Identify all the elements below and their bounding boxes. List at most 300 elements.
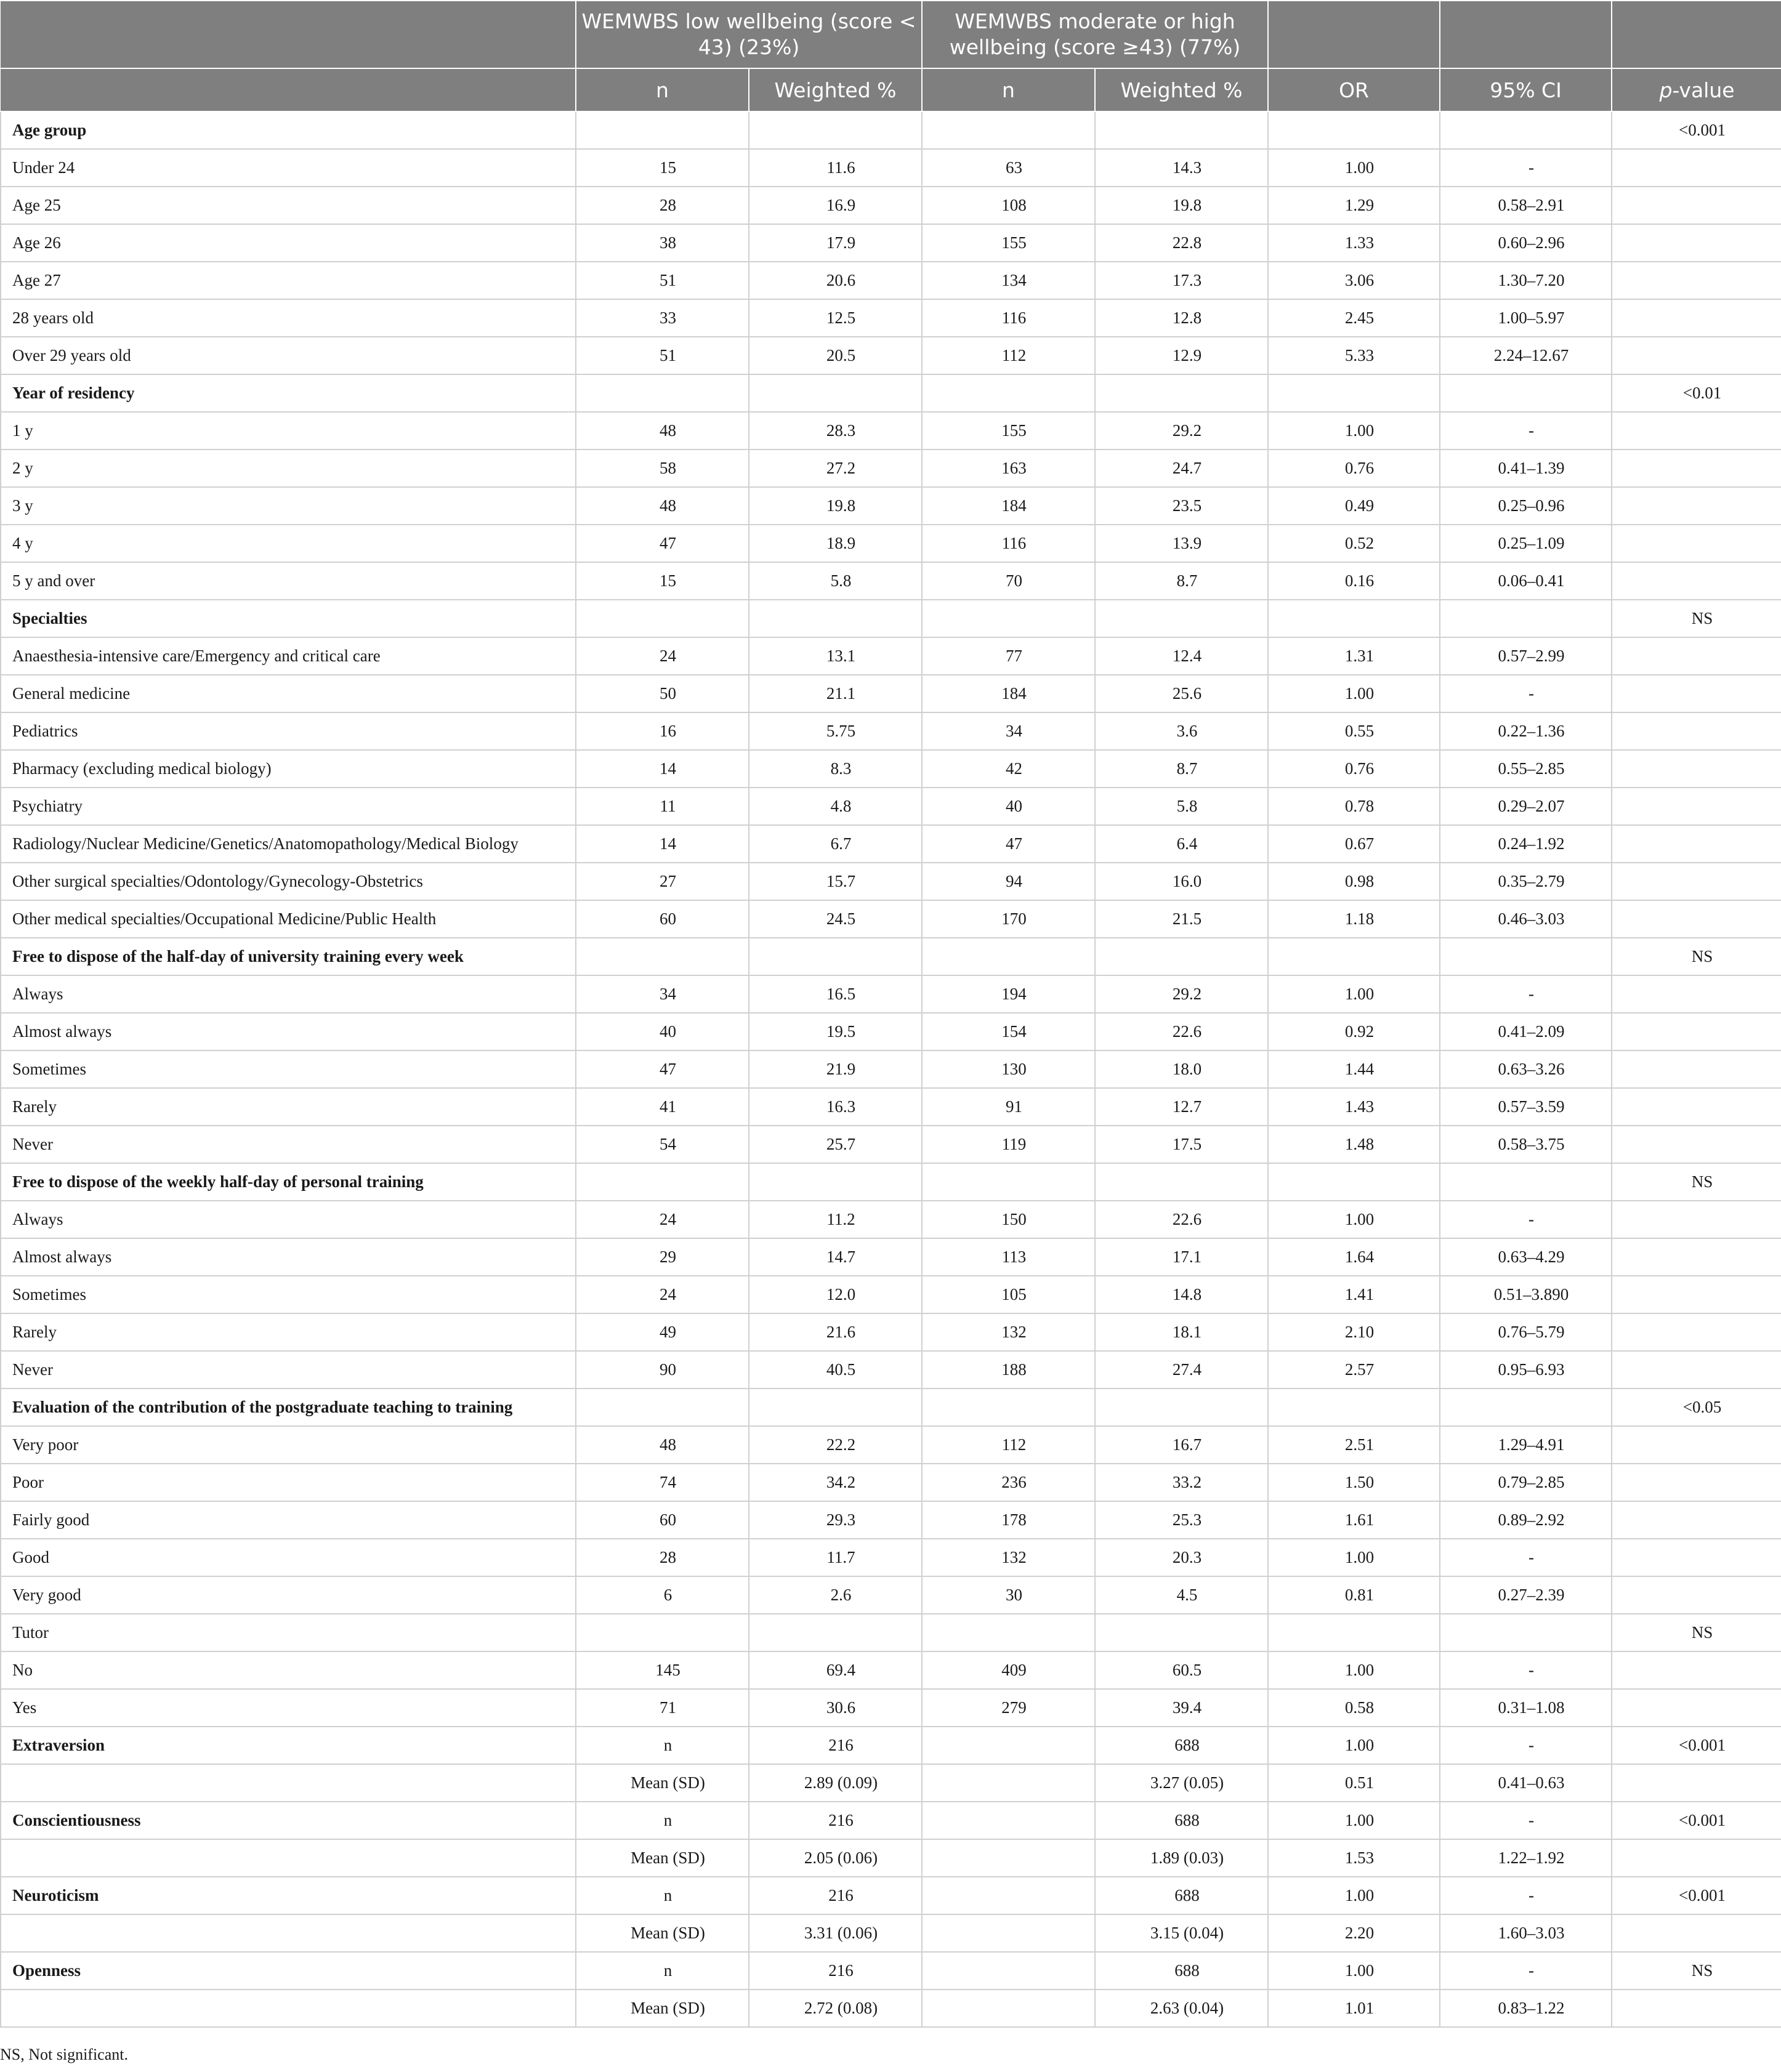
table-row	[1, 1351, 1781, 1389]
or-cell: 0.98	[1268, 863, 1440, 900]
n-high-cell: 688	[1095, 1877, 1268, 1914]
weighted-high-cell: 17.1	[1095, 1238, 1268, 1276]
n-high-cell: 94	[922, 863, 1095, 900]
empty-cell	[922, 1163, 1095, 1201]
n-high-cell: 134	[922, 262, 1095, 299]
or-cell: 1.18	[1268, 900, 1440, 938]
empty-cell	[922, 374, 1095, 412]
weighted-low-cell: 25.7	[749, 1126, 922, 1163]
n-high-cell: 112	[922, 1426, 1095, 1464]
ci-cell: 0.31–1.08	[1440, 1689, 1612, 1727]
weighted-high-cell: 6.4	[1095, 825, 1268, 863]
weighted-high-cell: 5.8	[1095, 788, 1268, 825]
row-label: No	[1, 1651, 576, 1689]
n-high-cell: 112	[922, 337, 1095, 374]
p-value-cell	[1612, 1426, 1781, 1464]
weighted-high-cell: 12.7	[1095, 1088, 1268, 1126]
ci-cell: 0.57–3.59	[1440, 1088, 1612, 1126]
mean-low-cell: 2.89 (0.09)	[749, 1764, 922, 1802]
or-cell: 1.00	[1268, 1952, 1440, 1989]
weighted-high-cell: 22.6	[1095, 1201, 1268, 1238]
ci-cell: -	[1440, 412, 1612, 449]
weighted-high-cell: 60.5	[1095, 1651, 1268, 1689]
weighted-high-cell: 24.7	[1095, 449, 1268, 487]
n-high-cell: 108	[922, 187, 1095, 224]
weighted-low-cell: 30.6	[749, 1689, 922, 1727]
table-row	[1, 487, 1781, 525]
group-header-row	[1, 374, 1781, 412]
table-row	[1, 750, 1781, 788]
row-label: Sometimes	[1, 1276, 576, 1313]
or-cell: 0.92	[1268, 1013, 1440, 1050]
n-high-cell: 170	[922, 900, 1095, 938]
empty-cell	[1268, 1614, 1440, 1651]
mean-high-cell: 3.27 (0.05)	[1095, 1764, 1268, 1802]
p-value-cell	[1612, 1050, 1781, 1088]
weighted-high-cell: 29.2	[1095, 975, 1268, 1013]
n-low-cell: 216	[749, 1952, 922, 1989]
n-low-cell: 33	[576, 299, 749, 337]
header-blank-ci	[1440, 1, 1612, 68]
n-low-cell: 14	[576, 825, 749, 863]
n-low-cell: 6	[576, 1576, 749, 1614]
header-row-columns	[1, 68, 1781, 111]
or-cell: 0.55	[1268, 712, 1440, 750]
ci-cell: -	[1440, 1651, 1612, 1689]
or-cell: 1.44	[1268, 1050, 1440, 1088]
header-weighted-low: Weighted %	[749, 68, 922, 111]
p-value-cell	[1612, 1689, 1781, 1727]
ci-cell: -	[1440, 1952, 1612, 1989]
empty-cell	[749, 374, 922, 412]
p-value-cell	[1612, 712, 1781, 750]
n-low-cell: 11	[576, 788, 749, 825]
ci-cell: 0.83–1.22	[1440, 1989, 1612, 2027]
n-low-cell: 40	[576, 1013, 749, 1050]
n-high-cell: 688	[1095, 1952, 1268, 1989]
empty-cell	[1440, 374, 1612, 412]
table-row	[1, 1576, 1781, 1614]
or-cell: 0.51	[1268, 1764, 1440, 1802]
weighted-low-cell: 12.0	[749, 1276, 922, 1313]
empty-cell	[749, 111, 922, 149]
table-row	[1, 637, 1781, 675]
row-label: Sometimes	[1, 1050, 576, 1088]
weighted-low-cell: 5.8	[749, 562, 922, 600]
group-header-row	[1, 600, 1781, 637]
row-label: Very poor	[1, 1426, 576, 1464]
weighted-high-cell: 14.3	[1095, 149, 1268, 187]
weighted-low-cell: 11.7	[749, 1539, 922, 1576]
p-value-cell	[1612, 1764, 1781, 1802]
empty-cell	[1095, 600, 1268, 637]
empty-cell	[749, 1614, 922, 1651]
mean-high-cell: 1.89 (0.03)	[1095, 1839, 1268, 1877]
row-label: Neuroticism	[1, 1877, 576, 1914]
empty-cell	[1268, 111, 1440, 149]
weighted-high-cell: 25.3	[1095, 1501, 1268, 1539]
n-low-cell: 24	[576, 637, 749, 675]
ci-cell: 0.58–2.91	[1440, 187, 1612, 224]
empty-cell	[1095, 1389, 1268, 1426]
n-high-cell: 688	[1095, 1727, 1268, 1764]
table-container	[0, 1, 1781, 2028]
table-row	[1, 187, 1781, 224]
header-blank-or	[1268, 1, 1440, 68]
row-label: Evaluation of the contribution of the postgraduate teaching to training	[1, 1389, 576, 1426]
weighted-low-cell: 4.8	[749, 788, 922, 825]
table-row	[1, 1126, 1781, 1163]
weighted-low-cell: 21.1	[749, 675, 922, 712]
or-cell: 0.16	[1268, 562, 1440, 600]
empty-cell	[1095, 111, 1268, 149]
row-label: 1 y	[1, 412, 576, 449]
or-cell: 0.76	[1268, 750, 1440, 788]
weighted-low-cell: 17.9	[749, 224, 922, 262]
p-value-cell	[1612, 975, 1781, 1013]
weighted-low-cell: 20.5	[749, 337, 922, 374]
stat-label-cell: n	[576, 1727, 749, 1764]
weighted-low-cell: 34.2	[749, 1464, 922, 1501]
n-high-cell: 184	[922, 675, 1095, 712]
n-low-cell: 41	[576, 1088, 749, 1126]
row-label: Good	[1, 1539, 576, 1576]
or-cell: 0.52	[1268, 525, 1440, 562]
row-label: Age 26	[1, 224, 576, 262]
n-low-cell: 47	[576, 525, 749, 562]
p-value-cell	[1612, 224, 1781, 262]
p-value-cell	[1612, 900, 1781, 938]
table-row	[1, 788, 1781, 825]
ci-cell: 0.79–2.85	[1440, 1464, 1612, 1501]
trait-n-row	[1, 1802, 1781, 1839]
table-row	[1, 562, 1781, 600]
n-high-cell: 34	[922, 712, 1095, 750]
header-p-italic: p	[1659, 78, 1673, 102]
ci-cell: 0.29–2.07	[1440, 788, 1612, 825]
or-cell: 1.00	[1268, 1877, 1440, 1914]
weighted-high-cell: 18.0	[1095, 1050, 1268, 1088]
empty-cell	[1095, 374, 1268, 412]
n-high-cell: 155	[922, 412, 1095, 449]
weighted-low-cell: 16.9	[749, 187, 922, 224]
weighted-low-cell: 24.5	[749, 900, 922, 938]
weighted-low-cell: 28.3	[749, 412, 922, 449]
p-value-cell: <0.001	[1612, 1802, 1781, 1839]
header-blank	[1, 1, 576, 68]
row-label: 2 y	[1, 449, 576, 487]
empty-cell	[1268, 600, 1440, 637]
group-header-row	[1, 1163, 1781, 1201]
table-footnote: NS, Not significant.	[0, 2046, 128, 2063]
p-value-cell	[1612, 337, 1781, 374]
weighted-low-cell: 22.2	[749, 1426, 922, 1464]
n-high-cell: 47	[922, 825, 1095, 863]
empty-cell	[1440, 1163, 1612, 1201]
weighted-high-cell: 17.3	[1095, 262, 1268, 299]
row-label: Never	[1, 1351, 576, 1389]
weighted-high-cell: 17.5	[1095, 1126, 1268, 1163]
weighted-low-cell: 8.3	[749, 750, 922, 788]
empty-cell	[576, 600, 749, 637]
header-n-high: n	[922, 68, 1095, 111]
n-low-cell: 71	[576, 1689, 749, 1727]
or-cell: 0.49	[1268, 487, 1440, 525]
n-low-cell: 49	[576, 1313, 749, 1351]
ci-cell: 0.57–2.99	[1440, 637, 1612, 675]
empty-cell	[922, 1839, 1095, 1877]
empty-cell	[922, 1802, 1095, 1839]
weighted-low-cell: 20.6	[749, 262, 922, 299]
p-value-cell	[1612, 449, 1781, 487]
weighted-high-cell: 13.9	[1095, 525, 1268, 562]
row-label: Very good	[1, 1576, 576, 1614]
n-high-cell: 105	[922, 1276, 1095, 1313]
row-label	[1, 1839, 576, 1877]
table-row	[1, 1238, 1781, 1276]
p-value-cell	[1612, 1576, 1781, 1614]
row-label: Other medical specialties/Occupational Medicine/Public Health	[1, 900, 576, 938]
n-high-cell: 77	[922, 637, 1095, 675]
weighted-low-cell: 12.5	[749, 299, 922, 337]
table-row	[1, 525, 1781, 562]
trait-n-row	[1, 1877, 1781, 1914]
or-cell: 1.00	[1268, 412, 1440, 449]
or-cell: 1.29	[1268, 187, 1440, 224]
n-low-cell: 38	[576, 224, 749, 262]
mean-high-cell: 3.15 (0.04)	[1095, 1914, 1268, 1952]
weighted-low-cell: 27.2	[749, 449, 922, 487]
or-cell: 1.00	[1268, 1201, 1440, 1238]
empty-cell	[1440, 1389, 1612, 1426]
n-low-cell: 216	[749, 1727, 922, 1764]
weighted-high-cell: 8.7	[1095, 750, 1268, 788]
n-high-cell: 154	[922, 1013, 1095, 1050]
n-low-cell: 50	[576, 675, 749, 712]
row-label	[1, 1989, 576, 2027]
ci-cell: -	[1440, 1727, 1612, 1764]
weighted-high-cell: 4.5	[1095, 1576, 1268, 1614]
empty-cell	[576, 938, 749, 975]
or-cell: 2.57	[1268, 1351, 1440, 1389]
ci-cell: 0.51–3.890	[1440, 1276, 1612, 1313]
n-high-cell: 91	[922, 1088, 1095, 1126]
p-value-cell	[1612, 1501, 1781, 1539]
p-value-cell	[1612, 412, 1781, 449]
n-low-cell: 60	[576, 1501, 749, 1539]
table-row	[1, 1276, 1781, 1313]
header-p-rest: -value	[1672, 78, 1735, 102]
empty-cell	[1440, 600, 1612, 637]
ci-cell: -	[1440, 1802, 1612, 1839]
weighted-low-cell: 5.75	[749, 712, 922, 750]
p-value-cell	[1612, 1839, 1781, 1877]
weighted-low-cell: 6.7	[749, 825, 922, 863]
table-header	[1, 1, 1781, 111]
table-row	[1, 1539, 1781, 1576]
row-label: Always	[1, 1201, 576, 1238]
n-low-cell: 24	[576, 1276, 749, 1313]
ci-cell: 0.22–1.36	[1440, 712, 1612, 750]
weighted-high-cell: 8.7	[1095, 562, 1268, 600]
weighted-low-cell: 40.5	[749, 1351, 922, 1389]
header-ci: 95% CI	[1440, 68, 1612, 111]
row-label: Fairly good	[1, 1501, 576, 1539]
row-label: Year of residency	[1, 374, 576, 412]
or-cell: 1.33	[1268, 224, 1440, 262]
p-value-cell	[1612, 1276, 1781, 1313]
or-cell: 1.00	[1268, 1651, 1440, 1689]
weighted-high-cell: 22.8	[1095, 224, 1268, 262]
p-value-cell	[1612, 1651, 1781, 1689]
mean-low-cell: 2.05 (0.06)	[749, 1839, 922, 1877]
row-label: Age group	[1, 111, 576, 149]
n-high-cell: 150	[922, 1201, 1095, 1238]
trait-mean-row	[1, 1839, 1781, 1877]
p-value-cell	[1612, 1313, 1781, 1351]
n-high-cell: 40	[922, 788, 1095, 825]
empty-cell	[922, 1389, 1095, 1426]
row-label: Rarely	[1, 1088, 576, 1126]
p-value-cell	[1612, 1126, 1781, 1163]
p-value-cell	[1612, 825, 1781, 863]
table-row	[1, 1464, 1781, 1501]
results-table	[0, 1, 1781, 2028]
header-low-wellbeing: WEMWBS low wellbeing (score < 43) (23%)	[576, 1, 922, 68]
row-label: Other surgical specialties/Odontology/Gynecology-Obstetrics	[1, 863, 576, 900]
row-label: Anaesthesia-intensive care/Emergency and critical care	[1, 637, 576, 675]
weighted-high-cell: 22.6	[1095, 1013, 1268, 1050]
row-label: Specialties	[1, 600, 576, 637]
weighted-high-cell: 16.0	[1095, 863, 1268, 900]
p-value-cell: <0.01	[1612, 374, 1781, 412]
stat-label-cell: Mean (SD)	[576, 1914, 749, 1952]
ci-cell: 1.60–3.03	[1440, 1914, 1612, 1952]
empty-cell	[1268, 374, 1440, 412]
header-n-low: n	[576, 68, 749, 111]
empty-cell	[1095, 1163, 1268, 1201]
table-row	[1, 224, 1781, 262]
p-value-cell	[1612, 299, 1781, 337]
ci-cell: -	[1440, 1877, 1612, 1914]
p-value-cell	[1612, 1201, 1781, 1238]
table-row	[1, 337, 1781, 374]
header-or: OR	[1268, 68, 1440, 111]
weighted-low-cell: 19.5	[749, 1013, 922, 1050]
empty-cell	[922, 1764, 1095, 1802]
n-low-cell: 48	[576, 412, 749, 449]
or-cell: 1.50	[1268, 1464, 1440, 1501]
stat-label-cell: n	[576, 1877, 749, 1914]
or-cell: 0.58	[1268, 1689, 1440, 1727]
empty-cell	[1268, 938, 1440, 975]
empty-cell	[1440, 1614, 1612, 1651]
empty-cell	[576, 374, 749, 412]
or-cell: 2.51	[1268, 1426, 1440, 1464]
weighted-low-cell: 15.7	[749, 863, 922, 900]
n-high-cell: 132	[922, 1539, 1095, 1576]
row-label: Conscientiousness	[1, 1802, 576, 1839]
ci-cell: 0.24–1.92	[1440, 825, 1612, 863]
table-row	[1, 1651, 1781, 1689]
stat-label-cell: Mean (SD)	[576, 1764, 749, 1802]
weighted-high-cell: 23.5	[1095, 487, 1268, 525]
ci-cell: 0.55–2.85	[1440, 750, 1612, 788]
table-row	[1, 900, 1781, 938]
weighted-high-cell: 25.6	[1095, 675, 1268, 712]
or-cell: 1.31	[1268, 637, 1440, 675]
mean-low-cell: 2.72 (0.08)	[749, 1989, 922, 2027]
p-value-cell	[1612, 149, 1781, 187]
table-row	[1, 149, 1781, 187]
n-high-cell: 113	[922, 1238, 1095, 1276]
n-low-cell: 51	[576, 262, 749, 299]
header-high-wellbeing: WEMWBS moderate or high wellbeing (score ≥43) (77%)	[922, 1, 1268, 68]
trait-n-row	[1, 1727, 1781, 1764]
table-row	[1, 1201, 1781, 1238]
p-value-cell	[1612, 750, 1781, 788]
row-label	[1, 1764, 576, 1802]
ci-cell: 0.25–1.09	[1440, 525, 1612, 562]
empty-cell	[922, 1989, 1095, 2027]
n-high-cell: 155	[922, 224, 1095, 262]
n-high-cell: 30	[922, 1576, 1095, 1614]
header-weighted-high: Weighted %	[1095, 68, 1268, 111]
n-high-cell: 116	[922, 299, 1095, 337]
or-cell: 0.81	[1268, 1576, 1440, 1614]
weighted-low-cell: 21.9	[749, 1050, 922, 1088]
or-cell: 0.78	[1268, 788, 1440, 825]
n-high-cell: 163	[922, 449, 1095, 487]
ci-cell: 0.41–1.39	[1440, 449, 1612, 487]
ci-cell: 1.00–5.97	[1440, 299, 1612, 337]
or-cell: 2.45	[1268, 299, 1440, 337]
ci-cell: -	[1440, 1201, 1612, 1238]
weighted-high-cell: 12.8	[1095, 299, 1268, 337]
row-label: Over 29 years old	[1, 337, 576, 374]
n-high-cell: 279	[922, 1689, 1095, 1727]
ci-cell: 0.60–2.96	[1440, 224, 1612, 262]
ci-cell: 0.63–3.26	[1440, 1050, 1612, 1088]
row-label: Almost always	[1, 1013, 576, 1050]
empty-cell	[1095, 1614, 1268, 1651]
n-low-cell: 15	[576, 562, 749, 600]
ci-cell: 1.29–4.91	[1440, 1426, 1612, 1464]
n-low-cell: 90	[576, 1351, 749, 1389]
p-value-cell	[1612, 187, 1781, 224]
p-value-cell	[1612, 1539, 1781, 1576]
table-row	[1, 412, 1781, 449]
or-cell: 1.00	[1268, 975, 1440, 1013]
empty-cell	[749, 1389, 922, 1426]
empty-cell	[922, 1914, 1095, 1952]
row-label: Almost always	[1, 1238, 576, 1276]
empty-cell	[922, 1952, 1095, 1989]
table-row	[1, 1013, 1781, 1050]
p-value-cell	[1612, 863, 1781, 900]
or-cell: 2.20	[1268, 1914, 1440, 1952]
ci-cell: 0.89–2.92	[1440, 1501, 1612, 1539]
weighted-low-cell: 16.5	[749, 975, 922, 1013]
weighted-high-cell: 27.4	[1095, 1351, 1268, 1389]
n-low-cell: 16	[576, 712, 749, 750]
row-label: Always	[1, 975, 576, 1013]
ci-cell: -	[1440, 675, 1612, 712]
empty-cell	[922, 1614, 1095, 1651]
n-low-cell: 58	[576, 449, 749, 487]
empty-cell	[1440, 938, 1612, 975]
stat-label-cell: Mean (SD)	[576, 1989, 749, 2027]
